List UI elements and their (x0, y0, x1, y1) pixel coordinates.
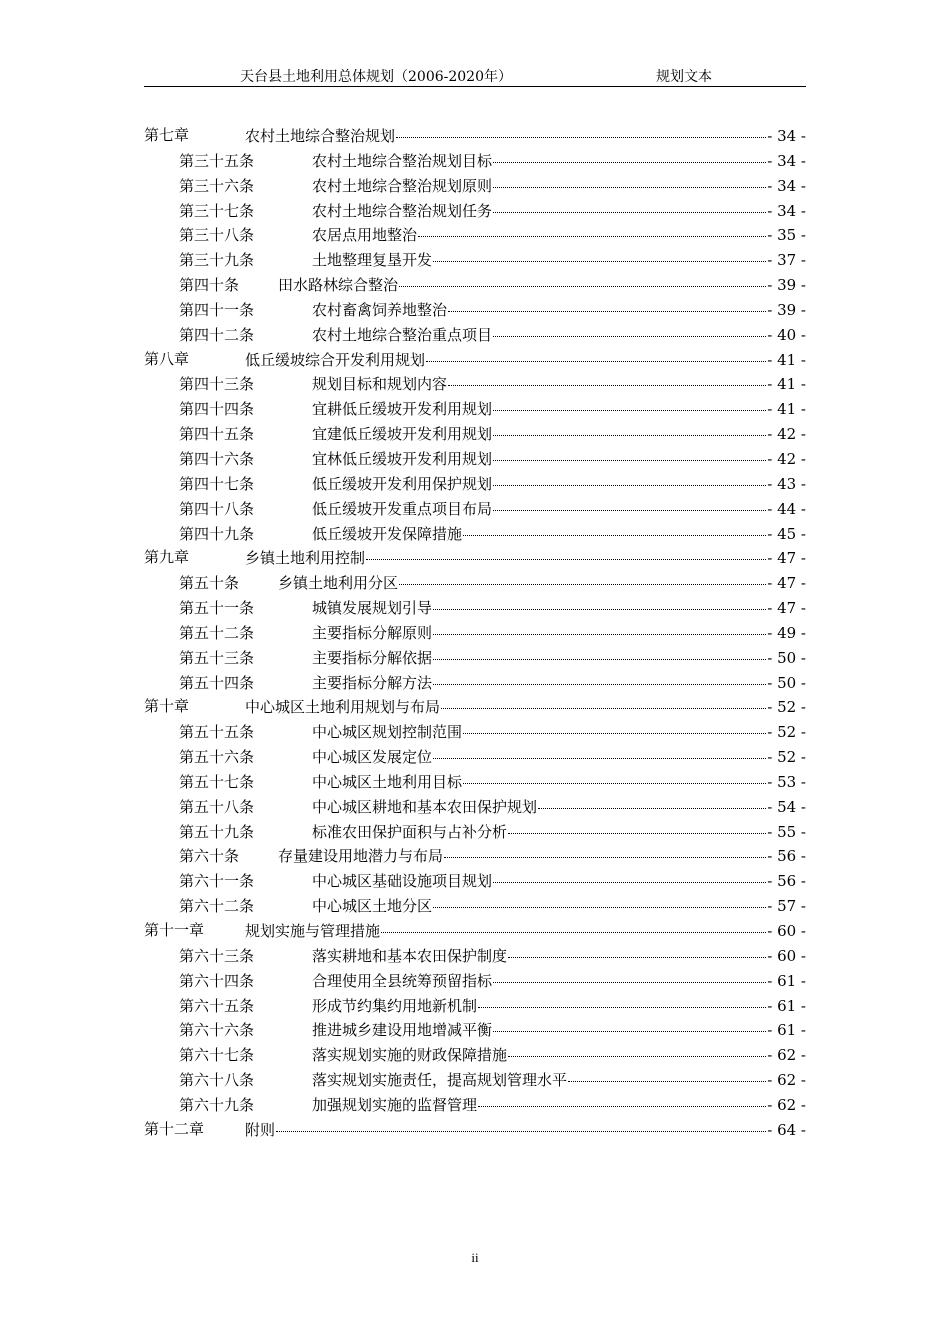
article-number: 第六十二条 (179, 897, 255, 916)
article-number: 第三十六条 (179, 176, 255, 195)
dot-leader (493, 471, 766, 486)
article-number: 第四十九条 (179, 524, 255, 543)
toc-title-line (312, 1093, 806, 1118)
article-title: 落实耕地和基本农田保护制度 (312, 944, 507, 969)
article-number: 第五十六条 (179, 748, 255, 767)
dot-leader (493, 968, 766, 983)
article-number: 第六十条 (179, 847, 240, 866)
toc-title-line (312, 298, 806, 323)
toc-page-number: - 47 - (767, 574, 806, 593)
article-title: 农居点用地整治 (312, 223, 417, 248)
toc-article-entry[interactable] (144, 522, 806, 547)
toc-page-number: - 52 - (767, 748, 806, 767)
toc-title-line (312, 795, 806, 820)
toc-title-line (312, 969, 806, 994)
toc-page-number: - 39 - (767, 300, 806, 319)
toc-title-line (312, 472, 806, 497)
article-title: 形成节约集约用地新机制 (312, 994, 477, 1019)
article-title: 中心城区耕地和基本农田保护规划 (312, 795, 537, 820)
article-title: 农村土地综合整治规划任务 (312, 199, 492, 224)
article-number: 第四十六条 (179, 449, 255, 468)
toc-chapter-entry[interactable] (144, 695, 806, 720)
dot-leader (478, 1092, 766, 1107)
toc-article-entry[interactable] (144, 372, 806, 397)
dot-leader (493, 322, 766, 337)
chapter-title: 中心城区土地利用规划与布局 (245, 695, 440, 720)
toc-title-line (245, 695, 806, 720)
toc-page-number: - 39 - (767, 276, 806, 295)
toc-article-entry[interactable] (144, 646, 806, 671)
toc-title-line (312, 497, 806, 522)
article-number: 第六十七条 (179, 1046, 255, 1065)
article-number: 第六十一条 (179, 872, 255, 891)
dot-leader (381, 918, 766, 933)
article-number: 第三十九条 (179, 251, 255, 270)
toc-page-number: - 61 - (767, 1021, 806, 1040)
dot-leader (448, 297, 766, 312)
chapter-title: 低丘缓坡综合开发利用规划 (245, 348, 425, 373)
chapter-number: 第七章 (144, 128, 190, 144)
toc-page-number: - 52 - (767, 723, 806, 742)
toc-article-entry[interactable] (144, 1043, 806, 1068)
article-title: 农村畜禽饲养地整治 (312, 298, 447, 323)
toc-page-number: - 34 - (767, 151, 806, 170)
chapter-number: 第九章 (144, 550, 190, 567)
toc-article-entry[interactable] (144, 223, 806, 248)
dot-leader (493, 198, 766, 213)
toc-page-number: - 62 - (767, 1095, 806, 1114)
article-title: 落实规划实施责任，提高规划管理水平 (312, 1068, 567, 1093)
toc-article-entry[interactable] (144, 745, 806, 770)
page-number: ii (471, 1250, 479, 1265)
article-title: 推进城乡建设用地增减平衡 (312, 1018, 492, 1043)
toc-page-number: - 62 - (767, 1071, 806, 1090)
dot-leader (444, 843, 766, 858)
article-title: 农村土地综合整治规划原则 (312, 174, 492, 199)
toc-chapter-entry[interactable] (144, 919, 806, 944)
toc-chapter-entry[interactable] (144, 348, 806, 373)
article-title: 中心城区发展定位 (312, 745, 432, 770)
toc-title-line (312, 1018, 806, 1043)
article-title: 主要指标分解依据 (312, 646, 432, 671)
chapter-title: 附则 (245, 1118, 275, 1143)
article-title: 主要指标分解原则 (312, 621, 432, 646)
toc-title-line (312, 447, 806, 472)
dot-leader (433, 670, 766, 685)
toc-article-entry[interactable] (144, 497, 806, 522)
toc-title-line (312, 372, 806, 397)
dot-leader (396, 123, 766, 138)
toc-title-line (278, 273, 806, 298)
article-number: 第五十八条 (179, 797, 255, 816)
toc-title-line (312, 994, 806, 1019)
article-number: 第五十五条 (179, 723, 255, 742)
article-number: 第四十七条 (179, 474, 255, 493)
article-number: 第五十二条 (179, 623, 255, 642)
article-number: 第四十一条 (179, 300, 255, 319)
toc-article-entry[interactable] (144, 248, 806, 273)
toc-title-line (312, 720, 806, 745)
dot-leader (399, 570, 766, 585)
dot-leader (493, 446, 766, 461)
toc-page-number: - 60 - (767, 946, 806, 965)
document-type: 规划文本 (656, 69, 712, 85)
toc-title-line (312, 1068, 806, 1093)
toc-page-number: - 34 - (767, 201, 806, 220)
toc-article-entry[interactable] (144, 844, 806, 869)
toc-page-number: - 44 - (767, 499, 806, 518)
toc-page-number: - 53 - (767, 772, 806, 791)
dot-leader (448, 371, 766, 386)
toc-title-line (312, 621, 806, 646)
page-header (144, 64, 806, 87)
toc-title-line (312, 894, 806, 919)
toc-page-number: - 47 - (767, 549, 806, 568)
article-title: 城镇发展规划引导 (312, 596, 432, 621)
toc-title-line (312, 646, 806, 671)
article-number: 第四十四条 (179, 400, 255, 419)
dot-leader (366, 545, 766, 560)
toc-title-line (312, 174, 806, 199)
toc-page-number: - 47 - (767, 599, 806, 618)
article-number: 第五十九条 (179, 822, 255, 841)
toc-title-line (245, 124, 806, 149)
toc-title-line (312, 522, 806, 547)
dot-leader (493, 396, 766, 411)
toc-page-number: - 54 - (767, 797, 806, 816)
toc-title-line (312, 149, 806, 174)
article-number: 第四十二条 (179, 325, 255, 344)
toc-title-line (312, 869, 806, 894)
toc-article-entry[interactable] (144, 869, 806, 894)
dot-leader (433, 744, 766, 759)
toc-article-entry[interactable] (144, 994, 806, 1019)
dot-leader (433, 645, 766, 660)
dot-leader (463, 719, 766, 734)
toc-article-entry[interactable] (144, 969, 806, 994)
toc-title-line (312, 223, 806, 248)
article-title: 农村土地综合整治规划目标 (312, 149, 492, 174)
article-title: 落实规划实施的财政保障措施 (312, 1043, 507, 1068)
toc-article-entry[interactable] (144, 199, 806, 224)
article-number: 第五十四条 (179, 673, 255, 692)
toc-page-number: - 35 - (767, 226, 806, 245)
toc-page-number: - 61 - (767, 971, 806, 990)
toc-page-number: - 64 - (767, 1120, 806, 1139)
toc-page-number: - 61 - (767, 996, 806, 1015)
toc-article-entry[interactable] (144, 149, 806, 174)
toc-title-line (278, 571, 806, 596)
dot-leader (463, 769, 766, 784)
article-number: 第四十三条 (179, 375, 255, 394)
toc-title-line (312, 596, 806, 621)
toc-title-line (312, 820, 806, 845)
article-title: 规划目标和规划内容 (312, 372, 447, 397)
toc-article-entry[interactable] (144, 944, 806, 969)
article-title: 低丘缓坡开发重点项目布局 (312, 497, 492, 522)
toc-title-line (312, 770, 806, 795)
article-number: 第五十条 (179, 574, 240, 593)
toc-page-number: - 41 - (767, 400, 806, 419)
toc-page-number: - 57 - (767, 897, 806, 916)
toc-article-entry[interactable] (144, 1093, 806, 1118)
article-number: 第六十三条 (179, 946, 255, 965)
dot-leader (426, 347, 766, 362)
dot-leader (493, 496, 766, 511)
article-number: 第六十五条 (179, 996, 255, 1015)
toc-page-number: - 40 - (767, 325, 806, 344)
article-title: 存量建设用地潜力与布局 (278, 844, 443, 869)
article-title: 低丘缓坡开发利用保护规划 (312, 472, 492, 497)
dot-leader (276, 1117, 766, 1132)
dot-leader (399, 272, 766, 287)
article-title: 合理使用全县统筹预留指标 (312, 969, 492, 994)
toc-article-entry[interactable] (144, 422, 806, 447)
toc-article-entry[interactable] (144, 671, 806, 696)
article-number: 第六十九条 (179, 1095, 255, 1114)
dot-leader (493, 421, 766, 436)
toc-page-number: - 34 - (767, 127, 806, 145)
dot-leader (433, 620, 766, 635)
toc-title-line (312, 944, 806, 969)
dot-leader (508, 1042, 766, 1057)
toc-title-line (245, 348, 806, 373)
toc-page-number: - 42 - (767, 425, 806, 444)
toc-page-number: - 60 - (767, 922, 806, 940)
dot-leader (493, 148, 766, 163)
toc-article-entry[interactable] (144, 298, 806, 323)
toc-article-entry[interactable] (144, 894, 806, 919)
dot-leader (441, 694, 766, 709)
dot-leader (418, 222, 766, 237)
dot-leader (538, 794, 766, 809)
toc-page-number: - 56 - (767, 847, 806, 866)
toc-title-line (312, 397, 806, 422)
toc-title-line (312, 422, 806, 447)
toc-title-line (245, 1118, 806, 1143)
article-number: 第五十一条 (179, 599, 255, 618)
toc-article-entry[interactable] (144, 1018, 806, 1043)
toc-chapter-entry[interactable] (144, 546, 806, 571)
dot-leader (478, 993, 766, 1008)
dot-leader (433, 247, 766, 262)
dot-leader (508, 943, 766, 958)
article-title: 农村土地综合整治重点项目 (312, 323, 492, 348)
toc-chapter-entry[interactable] (144, 124, 806, 149)
toc-article-entry[interactable] (144, 571, 806, 596)
toc-chapter-entry[interactable] (144, 1118, 806, 1143)
toc-page-number: - 55 - (767, 822, 806, 841)
toc-page-number: - 50 - (767, 648, 806, 667)
article-number: 第四十条 (179, 276, 240, 295)
toc-article-entry[interactable] (144, 397, 806, 422)
toc-article-entry[interactable] (144, 720, 806, 745)
dot-leader (493, 1017, 766, 1032)
toc-page-number: - 34 - (767, 176, 806, 195)
article-number: 第四十五条 (179, 425, 255, 444)
document-title: 天台县土地利用总体规划（2006-2020年） (240, 69, 512, 85)
toc-title-line (278, 844, 806, 869)
article-number: 第三十五条 (179, 151, 255, 170)
article-title: 加强规划实施的监督管理 (312, 1093, 477, 1118)
article-title: 中心城区土地分区 (312, 894, 432, 919)
dot-leader (508, 819, 766, 834)
chapter-number: 第十章 (144, 699, 190, 716)
toc-page-number: - 41 - (767, 350, 806, 369)
toc-page-number: - 56 - (767, 872, 806, 891)
toc-page-number: - 43 - (767, 474, 806, 493)
toc-page-number: - 42 - (767, 449, 806, 468)
article-title: 宜林低丘缓坡开发利用规划 (312, 447, 492, 472)
article-title: 主要指标分解方法 (312, 671, 432, 696)
toc-article-entry[interactable] (144, 820, 806, 845)
toc-article-entry[interactable] (144, 447, 806, 472)
article-number: 第六十八条 (179, 1071, 255, 1090)
toc-title-line (312, 671, 806, 696)
dot-leader (433, 595, 766, 610)
chapter-title: 乡镇土地利用控制 (245, 546, 365, 571)
toc-article-entry[interactable] (144, 472, 806, 497)
article-number: 第六十四条 (179, 971, 255, 990)
toc-title-line (312, 199, 806, 224)
article-number: 第三十八条 (179, 226, 255, 245)
toc-article-entry[interactable] (144, 596, 806, 621)
toc-title-line (312, 1043, 806, 1068)
dot-leader (493, 868, 766, 883)
article-number: 第三十七条 (179, 201, 255, 220)
dot-leader (493, 173, 766, 188)
toc-article-entry[interactable] (144, 323, 806, 348)
chapter-number: 第八章 (144, 351, 190, 368)
article-number: 第六十六条 (179, 1021, 255, 1040)
dot-leader (568, 1067, 766, 1082)
toc-title-line (312, 745, 806, 770)
article-title: 乡镇土地利用分区 (278, 571, 398, 596)
article-title: 田水路林综合整治 (278, 273, 398, 298)
article-number: 第四十八条 (179, 499, 255, 518)
toc-title-line (312, 323, 806, 348)
toc-title-line (245, 546, 806, 571)
table-of-contents (144, 124, 806, 1143)
dot-leader (433, 893, 766, 908)
chapter-title: 规划实施与管理措施 (245, 919, 380, 944)
chapter-title: 农村土地综合整治规划 (245, 124, 395, 149)
toc-page-number: - 45 - (767, 524, 806, 543)
toc-page-number: - 49 - (767, 623, 806, 642)
toc-page-number: - 37 - (767, 251, 806, 270)
dot-leader (463, 521, 766, 536)
toc-article-entry[interactable] (144, 1068, 806, 1093)
toc-title-line (312, 248, 806, 273)
toc-page-number: - 41 - (767, 375, 806, 394)
toc-title-line (245, 919, 806, 944)
chapter-number: 第十一章 (144, 923, 205, 939)
article-title: 中心城区规划控制范围 (312, 720, 462, 745)
toc-article-entry[interactable] (144, 621, 806, 646)
article-title: 宜耕低丘缓坡开发利用规划 (312, 397, 492, 422)
article-number: 第五十三条 (179, 648, 255, 667)
article-title: 标准农田保护面积与占补分析 (312, 820, 507, 845)
article-title: 宜建低丘缓坡开发利用规划 (312, 422, 492, 447)
article-number: 第五十七条 (179, 772, 255, 791)
chapter-number: 第十二章 (144, 1121, 205, 1138)
toc-article-entry[interactable] (144, 795, 806, 820)
toc-article-entry[interactable] (144, 770, 806, 795)
article-title: 土地整理复垦开发 (312, 248, 432, 273)
toc-page-number: - 52 - (767, 698, 806, 717)
article-title: 中心城区基础设施项目规划 (312, 869, 492, 894)
toc-article-entry[interactable] (144, 273, 806, 298)
toc-page-number: - 50 - (767, 673, 806, 692)
toc-article-entry[interactable] (144, 174, 806, 199)
article-title: 低丘缓坡开发保障措施 (312, 522, 462, 547)
article-title: 中心城区土地利用目标 (312, 770, 462, 795)
toc-page-number: - 62 - (767, 1046, 806, 1065)
